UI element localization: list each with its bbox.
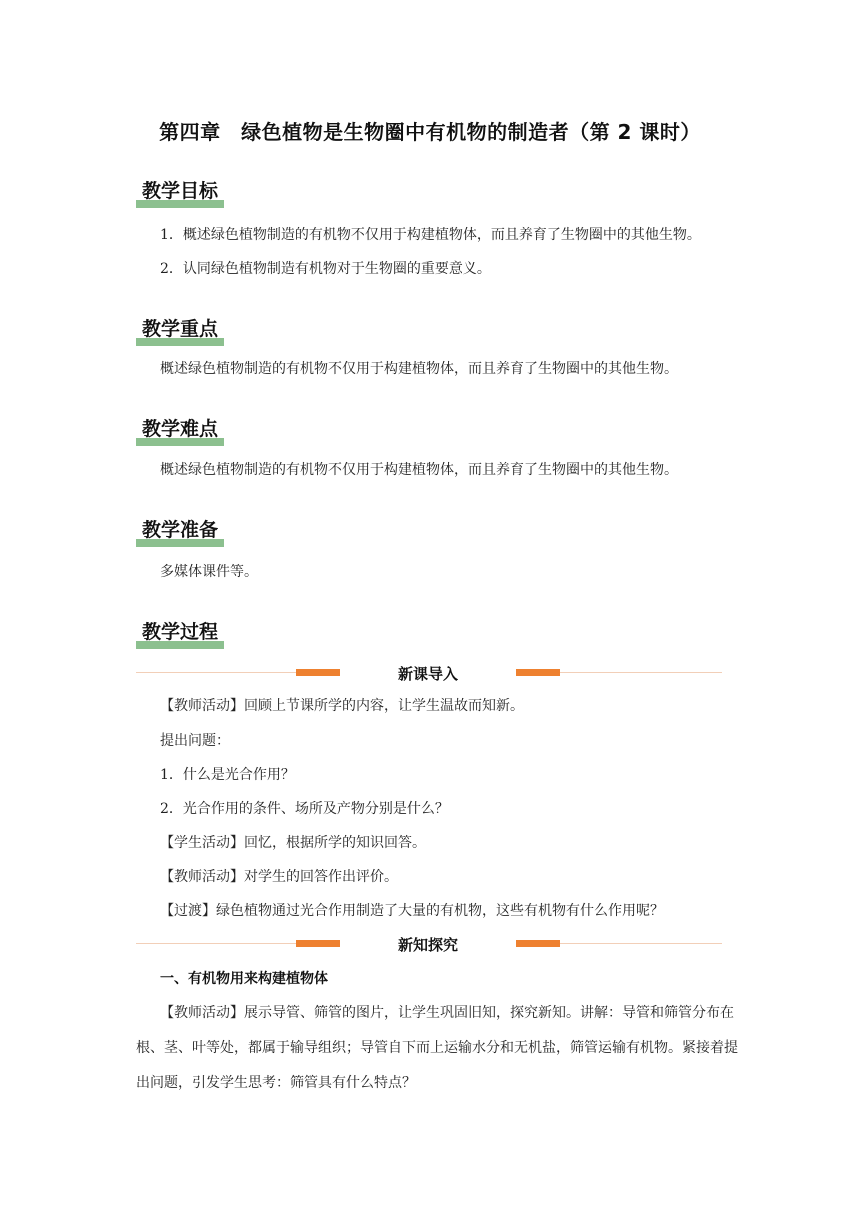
intro-line-6: 【教师活动】对学生的回答作出评价。 (160, 869, 398, 885)
objective-item-2: 2．认同绿色植物制造有机物对于生物圈的重要意义。 (160, 261, 491, 277)
divider-accent-left (296, 669, 340, 676)
section-heading-process (136, 617, 218, 644)
intro-line-3: 1．什么是光合作用？ (160, 767, 295, 783)
explore-subheading: 一、有机物用来构建植物体 (160, 971, 328, 987)
divider-label: 新知探究 (340, 934, 516, 955)
intro-line-5: 【学生活动】回忆，根据所学的知识回答。 (160, 835, 426, 851)
section-heading-label: 教学重点 (142, 318, 219, 340)
difficulties-text: 概述绿色植物制造的有机物不仅用于构建植物体，而且养育了生物圈中的其他生物。 (160, 462, 678, 478)
intro-line-4: 2．光合作用的条件、场所及产物分别是什么？ (160, 801, 449, 817)
section-heading-label: 教学目标 (142, 180, 219, 202)
section-heading-difficulties (136, 414, 218, 441)
explore-paragraph: 【教师活动】展示导管、筛管的图片，让学生巩固旧知，探究新知。讲解：导管和筛管分布在根、茎、叶等处，都属于输导组织；导管自下而上运输水分和无机盐，筛管运输有机物。紧接着提出问题，引发学生思考：筛管具有什么特点？ (136, 1005, 738, 1091)
key-points-text: 概述绿色植物制造的有机物不仅用于构建植物体，而且养育了生物圈中的其他生物。 (160, 361, 678, 377)
intro-line-1: 【教师活动】回顾上节课所学的内容，让学生温故而知新。 (160, 698, 524, 714)
section-heading-label: 教学准备 (142, 519, 219, 541)
divider-accent-right (516, 669, 560, 676)
subsection-divider-explore (136, 934, 722, 954)
subsection-divider-intro (136, 663, 722, 683)
section-heading-objectives (136, 176, 218, 203)
section-heading-label: 教学难点 (142, 418, 219, 440)
preparation-text: 多媒体课件等。 (160, 564, 258, 580)
intro-line-2: 提出问题： (160, 733, 230, 749)
page-title: 第四章 绿色植物是生物圈中有机物的制造者（第 2 课时） (159, 120, 701, 144)
divider-accent-right (516, 940, 560, 947)
objective-item-1: 1．概述绿色植物制造的有机物不仅用于构建植物体，而且养育了生物圈中的其他生物。 (160, 227, 701, 243)
divider-label: 新课导入 (340, 663, 516, 684)
section-heading-preparation (136, 515, 218, 542)
intro-line-7: 【过渡】绿色植物通过光合作用制造了大量的有机物，这些有机物有什么作用呢？ (160, 903, 664, 919)
divider-accent-left (296, 940, 340, 947)
section-heading-key-points (136, 314, 218, 341)
section-heading-label: 教学过程 (142, 621, 219, 643)
